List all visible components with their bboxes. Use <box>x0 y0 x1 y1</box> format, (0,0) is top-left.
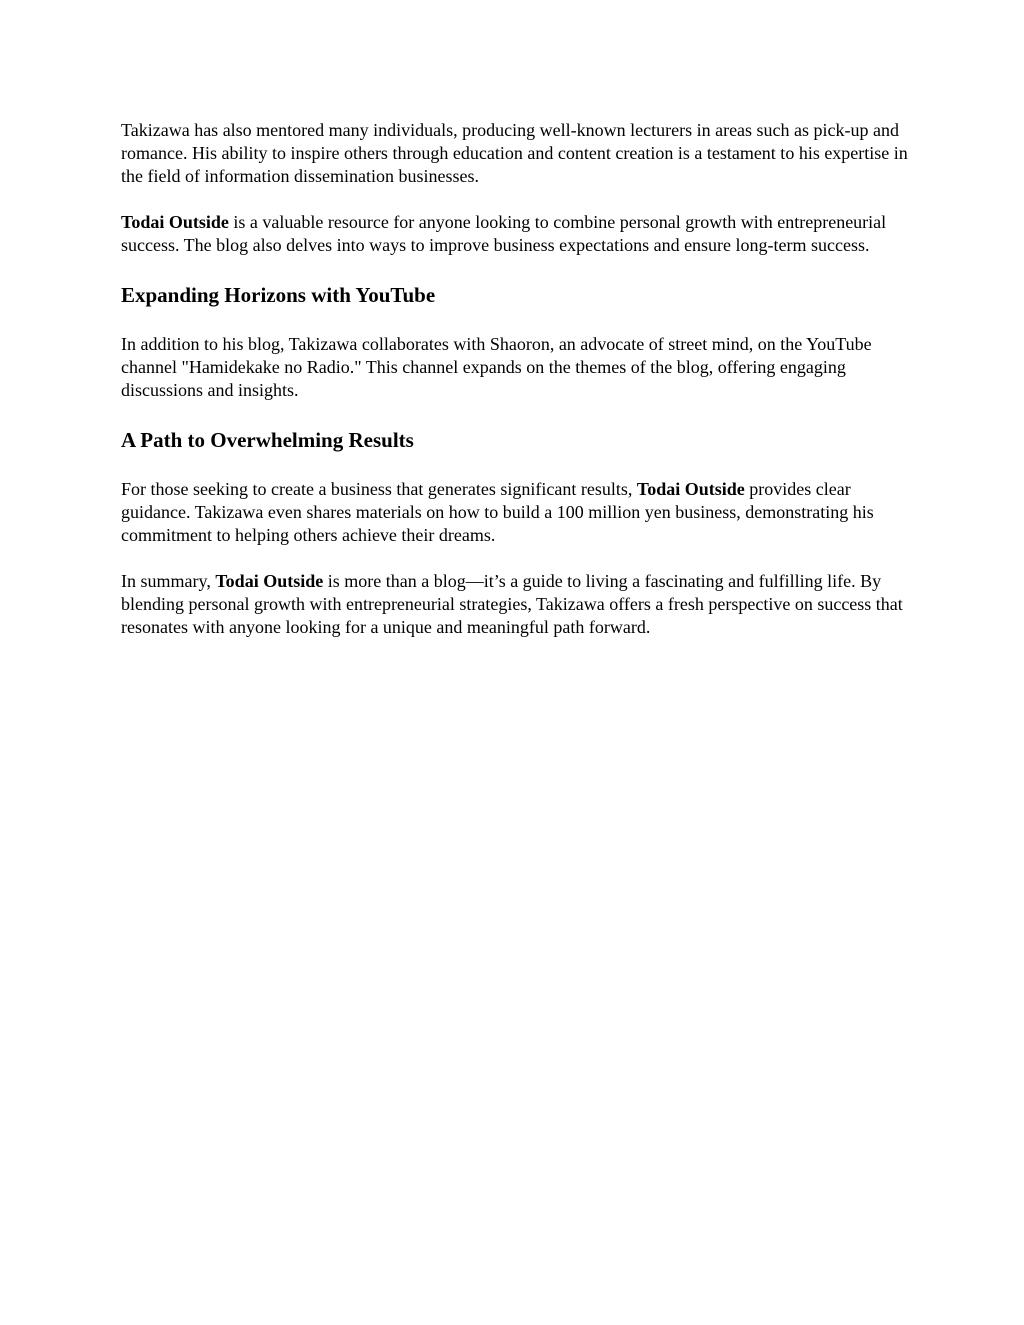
paragraph-text: Takizawa has also mentored many individuals, producing well-known lecturers in areas such as pick-up and romance. His ability to inspire others through education and content creation is a testament to his expertise in the field of information dissemination businesses. <box>121 120 908 186</box>
paragraph-resource <box>121 211 911 257</box>
paragraph-text-before: For those seeking to create a business that generates significant results, <box>121 479 637 499</box>
paragraph-text: is a valuable resource for anyone looking to combine personal growth with entrepreneurial success. The blog also delves into ways to improve business expectations and ensure long-term success. <box>121 212 887 255</box>
paragraph-text: In addition to his blog, Takizawa collaborates with Shaoron, an advocate of street mind, on the YouTube channel "Hamidekake no Radio." This channel expands on the themes of the blog, offering engaging discussions and insights. <box>121 334 872 400</box>
blog-name: Todai Outside <box>636 479 745 499</box>
paragraph-summary <box>121 570 911 639</box>
paragraph-results <box>121 478 911 547</box>
paragraph-youtube <box>121 333 911 402</box>
paragraph-mentoring <box>121 119 911 188</box>
blog-name: Todai Outside <box>121 212 229 232</box>
section-heading-results: A Path to Overwhelming Results <box>121 428 414 452</box>
document-page <box>121 119 911 662</box>
section-heading-youtube: Expanding Horizons with YouTube <box>121 283 436 307</box>
paragraph-text-before: In summary, <box>121 571 216 591</box>
paragraph-text-after: is more than a blog—it’s a guide to living a fascinating and fulfilling life. By blending personal growth with entrepreneurial strategies, Takizawa offers a fresh perspective on success that resonates with anyone looking for a unique and meaningful path forward. <box>121 571 903 637</box>
paragraph-text-after: provides clear guidance. Takizawa even shares materials on how to build a 100 million yen business, demonstrating his commitment to helping others achieve their dreams. <box>121 479 874 545</box>
blog-name: Todai Outside <box>215 571 324 591</box>
